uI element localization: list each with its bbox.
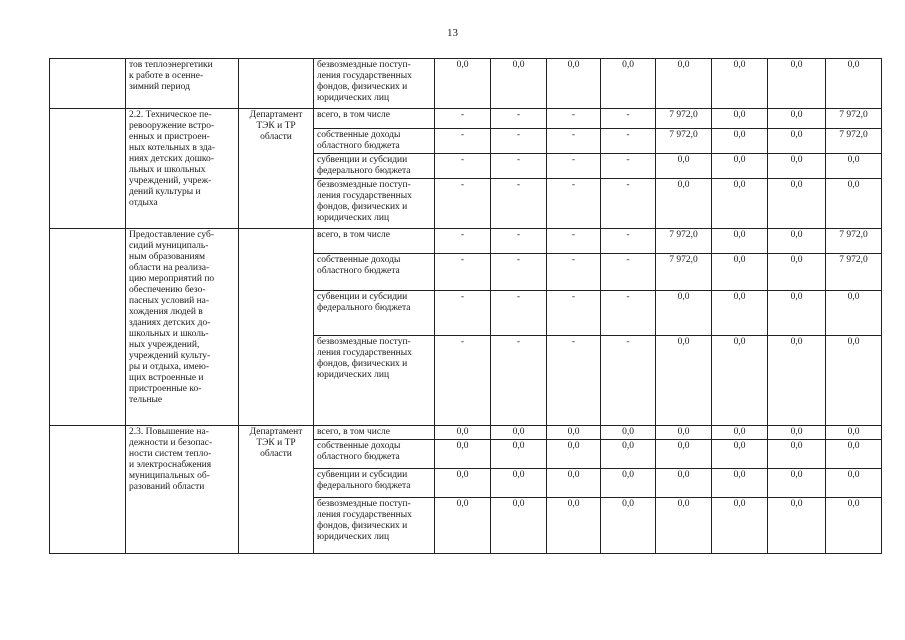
value-cell: - — [435, 229, 491, 254]
measure-name-line: цию мероприятий по — [129, 274, 215, 284]
value-cell: 0,0 — [826, 291, 882, 336]
funding-source-line: областного бюджета — [317, 141, 400, 151]
measure-name-line: отдыха — [129, 198, 158, 208]
funding-source-line: безвозмездные поступ- — [317, 337, 411, 347]
value-cell: 0,0 — [826, 498, 882, 554]
value-cell: 0,0 — [712, 469, 768, 498]
value-cell: - — [547, 129, 601, 154]
value-cell: 0,0 — [712, 291, 768, 336]
measure-name-line: 2.2. Техническое пе- — [129, 110, 212, 120]
funding-source-line: юридических лиц — [317, 93, 390, 103]
value-cell: - — [435, 291, 491, 336]
measure-name-line: сидий муниципаль- — [129, 241, 209, 251]
measure-name-line: ниях детских дошко- — [129, 154, 214, 164]
value-cell: 0,0 — [768, 129, 826, 154]
measure-name-line: учреждений культу- — [129, 351, 211, 361]
value-cell: 0,0 — [768, 291, 826, 336]
value-cell: 0,0 — [601, 469, 656, 498]
value-cell: 0,0 — [768, 229, 826, 254]
executor-cell — [239, 229, 314, 426]
value-cell: 0,0 — [826, 154, 882, 179]
funding-source-cell — [314, 179, 435, 229]
measure-name-line: льных и школьных — [129, 165, 206, 175]
value-cell: 0,0 — [768, 426, 826, 440]
value-cell: 0,0 — [712, 336, 768, 426]
measure-name-line: учреждений, учреж- — [129, 176, 212, 186]
measure-name-line: и электроснабжения — [129, 460, 212, 470]
value-cell: - — [601, 254, 656, 291]
value-cell: - — [547, 154, 601, 179]
value-cell: 0,0 — [712, 254, 768, 291]
measure-name-line: енных и пристроен- — [129, 132, 210, 142]
measure-name-line: области на реализа- — [129, 263, 210, 273]
funding-source-cell — [314, 336, 435, 426]
measure-name-line: хождения людей в — [129, 307, 203, 317]
funding-source-cell — [314, 254, 435, 291]
executor-line: Департамент — [249, 427, 303, 437]
funding-source-line: юридических лиц — [317, 213, 390, 223]
value-cell: 0,0 — [601, 426, 656, 440]
value-cell: - — [435, 179, 491, 229]
funding-source-cell — [314, 440, 435, 469]
value-cell: - — [601, 229, 656, 254]
funding-source-line: фондов, физических и — [317, 202, 408, 212]
value-cell: 0,0 — [826, 469, 882, 498]
value-cell: 0,0 — [768, 336, 826, 426]
measure-name-cell — [126, 109, 239, 229]
value-cell: 0,0 — [656, 498, 712, 554]
funding-source-line: федерального бюджета — [317, 166, 411, 176]
budget-table — [49, 58, 882, 554]
funding-source-line: фондов, физических и — [317, 521, 408, 531]
value-cell: 0,0 — [826, 440, 882, 469]
funding-source-line: федерального бюджета — [317, 481, 411, 491]
value-cell: 0,0 — [435, 426, 491, 440]
value-cell: 0,0 — [768, 179, 826, 229]
value-cell: 7 972,0 — [826, 129, 882, 154]
value-cell: 0,0 — [547, 469, 601, 498]
funding-source-cell — [314, 129, 435, 154]
value-cell: 0,0 — [601, 440, 656, 469]
value-cell: 0,0 — [435, 469, 491, 498]
funding-source-line: собственные доходы — [317, 130, 401, 140]
table-row — [50, 426, 882, 440]
value-cell: 0,0 — [712, 440, 768, 469]
funding-source-cell — [314, 469, 435, 498]
index-cell — [50, 59, 126, 109]
funding-source-line: юридических лиц — [317, 370, 390, 380]
value-cell: 0,0 — [656, 154, 712, 179]
value-cell: 7 972,0 — [656, 229, 712, 254]
value-cell: 0,0 — [768, 109, 826, 129]
executor-cell — [239, 426, 314, 554]
funding-source-line: всего, в том числе — [317, 230, 391, 240]
value-cell: 0,0 — [768, 440, 826, 469]
measure-name-line: ры и отдыха, имею- — [129, 362, 209, 372]
value-cell: 0,0 — [712, 109, 768, 129]
measure-name-line: щих встроенные и — [129, 373, 204, 383]
value-cell: 0,0 — [768, 469, 826, 498]
measure-name-line: дений культуры и — [129, 187, 201, 197]
value-cell: 0,0 — [491, 469, 547, 498]
value-cell: - — [435, 129, 491, 154]
value-cell: 0,0 — [712, 426, 768, 440]
value-cell: 0,0 — [826, 59, 882, 109]
value-cell: 0,0 — [712, 179, 768, 229]
measure-name-cell — [126, 229, 239, 426]
value-cell: - — [547, 109, 601, 129]
value-cell: 0,0 — [768, 498, 826, 554]
measure-name-line: обеспечению безо- — [129, 285, 206, 295]
value-cell: 7 972,0 — [826, 229, 882, 254]
funding-source-line: ления государственных — [317, 71, 412, 81]
value-cell: 0,0 — [712, 154, 768, 179]
funding-source-line: ления государственных — [317, 191, 412, 201]
funding-source-cell — [314, 109, 435, 129]
value-cell: 0,0 — [826, 179, 882, 229]
funding-source-cell — [314, 498, 435, 554]
measure-name-cell — [126, 59, 239, 109]
value-cell: 0,0 — [435, 498, 491, 554]
funding-source-line: безвозмездные поступ- — [317, 499, 411, 509]
funding-source-line: ления государственных — [317, 348, 412, 358]
value-cell: - — [601, 109, 656, 129]
value-cell: - — [547, 179, 601, 229]
funding-source-line: фондов, физических и — [317, 359, 408, 369]
executor-line: области — [260, 132, 292, 142]
funding-source-cell — [314, 291, 435, 336]
funding-source-line: всего, в том числе — [317, 110, 391, 120]
value-cell: 0,0 — [712, 498, 768, 554]
value-cell: - — [491, 229, 547, 254]
value-cell: 0,0 — [656, 59, 712, 109]
executor-line: Департамент — [249, 110, 303, 120]
executor-cell — [239, 109, 314, 229]
value-cell: - — [435, 154, 491, 179]
value-cell: - — [491, 254, 547, 291]
funding-source-line: областного бюджета — [317, 452, 400, 462]
value-cell: 0,0 — [768, 154, 826, 179]
measure-name-line: школьных и школь- — [129, 329, 209, 339]
value-cell: 0,0 — [547, 440, 601, 469]
table-row — [50, 229, 882, 254]
measure-name-line: пристроенные ко- — [129, 384, 202, 394]
value-cell: 0,0 — [435, 59, 491, 109]
value-cell: - — [547, 254, 601, 291]
measure-name-line: ных котельных в зда- — [129, 143, 216, 153]
value-cell: 0,0 — [547, 498, 601, 554]
value-cell: 0,0 — [491, 498, 547, 554]
value-cell: - — [435, 254, 491, 291]
value-cell: 0,0 — [547, 426, 601, 440]
value-cell: - — [491, 336, 547, 426]
value-cell: - — [547, 229, 601, 254]
value-cell: 0,0 — [491, 426, 547, 440]
value-cell: 7 972,0 — [656, 129, 712, 154]
value-cell: - — [491, 291, 547, 336]
value-cell: 0,0 — [601, 59, 656, 109]
value-cell: - — [601, 291, 656, 336]
funding-source-line: собственные доходы — [317, 255, 401, 265]
value-cell: - — [491, 129, 547, 154]
funding-source-cell — [314, 229, 435, 254]
value-cell: 0,0 — [826, 336, 882, 426]
measure-name-line: ревооружение встро- — [129, 121, 215, 131]
funding-source-line: ления государственных — [317, 510, 412, 520]
measure-name-line: зимний период — [129, 82, 190, 92]
table-row — [50, 59, 882, 109]
value-cell: 7 972,0 — [656, 254, 712, 291]
value-cell: 0,0 — [601, 498, 656, 554]
funding-source-line: всего, в том числе — [317, 427, 391, 437]
funding-source-line: федерального бюджета — [317, 303, 411, 313]
value-cell: 0,0 — [656, 179, 712, 229]
value-cell: 7 972,0 — [656, 109, 712, 129]
executor-cell — [239, 59, 314, 109]
value-cell: 0,0 — [656, 426, 712, 440]
value-cell: - — [491, 109, 547, 129]
value-cell: 0,0 — [712, 129, 768, 154]
executor-line: ТЭК и ТР — [256, 121, 296, 131]
value-cell: 0,0 — [768, 254, 826, 291]
page-number: 13 — [447, 27, 458, 39]
funding-source-line: собственные доходы — [317, 441, 401, 451]
table-row — [50, 109, 882, 129]
value-cell: 0,0 — [656, 336, 712, 426]
value-cell: - — [435, 336, 491, 426]
measure-name-line: разований области — [129, 482, 205, 492]
measure-name-line: пасных условий на- — [129, 296, 210, 306]
value-cell: 0,0 — [547, 59, 601, 109]
value-cell: - — [435, 109, 491, 129]
table-body — [50, 59, 882, 554]
value-cell: 0,0 — [491, 59, 547, 109]
value-cell: - — [547, 291, 601, 336]
measure-name-line: муниципальных об- — [129, 471, 210, 481]
value-cell: - — [601, 154, 656, 179]
value-cell: 0,0 — [656, 291, 712, 336]
value-cell: 0,0 — [491, 440, 547, 469]
value-cell: 0,0 — [656, 469, 712, 498]
value-cell: - — [491, 154, 547, 179]
measure-name-line: тов теплоэнергетики — [129, 60, 213, 70]
value-cell: - — [601, 179, 656, 229]
index-cell — [50, 109, 126, 229]
measure-name-line: Предоставление суб- — [129, 230, 215, 240]
index-cell — [50, 426, 126, 554]
measure-name-line: ным образованиям — [129, 252, 205, 262]
value-cell: 7 972,0 — [826, 254, 882, 291]
value-cell: 0,0 — [712, 59, 768, 109]
funding-source-line: субвенции и субсидии — [317, 155, 408, 165]
funding-source-line: областного бюджета — [317, 266, 400, 276]
value-cell: 0,0 — [768, 59, 826, 109]
measure-name-line: ности систем тепло- — [129, 449, 212, 459]
measure-name-line: тельные — [129, 395, 163, 405]
measure-name-line: 2.3. Повышение на- — [129, 427, 209, 437]
funding-source-cell — [314, 59, 435, 109]
value-cell: - — [491, 179, 547, 229]
funding-source-line: субвенции и субсидии — [317, 292, 408, 302]
measure-name-line: зданиях детских до- — [129, 318, 211, 328]
value-cell: 0,0 — [826, 426, 882, 440]
measure-name-line: ных учреждений, — [129, 340, 200, 350]
funding-source-line: фондов, физических и — [317, 82, 408, 92]
executor-line: области — [260, 449, 292, 459]
funding-source-line: безвозмездные поступ- — [317, 60, 411, 70]
value-cell: 0,0 — [656, 440, 712, 469]
measure-name-line: к работе в осенне- — [129, 71, 204, 81]
value-cell: 0,0 — [435, 440, 491, 469]
measure-name-line: дежности и безопас- — [129, 438, 213, 448]
value-cell: - — [601, 336, 656, 426]
funding-source-line: субвенции и субсидии — [317, 470, 408, 480]
executor-line: ТЭК и ТР — [256, 438, 296, 448]
value-cell: 0,0 — [712, 229, 768, 254]
funding-source-cell — [314, 426, 435, 440]
funding-source-cell — [314, 154, 435, 179]
measure-name-cell — [126, 426, 239, 554]
funding-source-line: юридических лиц — [317, 532, 390, 542]
index-cell — [50, 229, 126, 426]
funding-source-line: безвозмездные поступ- — [317, 180, 411, 190]
value-cell: - — [547, 336, 601, 426]
value-cell: - — [601, 129, 656, 154]
value-cell: 7 972,0 — [826, 109, 882, 129]
